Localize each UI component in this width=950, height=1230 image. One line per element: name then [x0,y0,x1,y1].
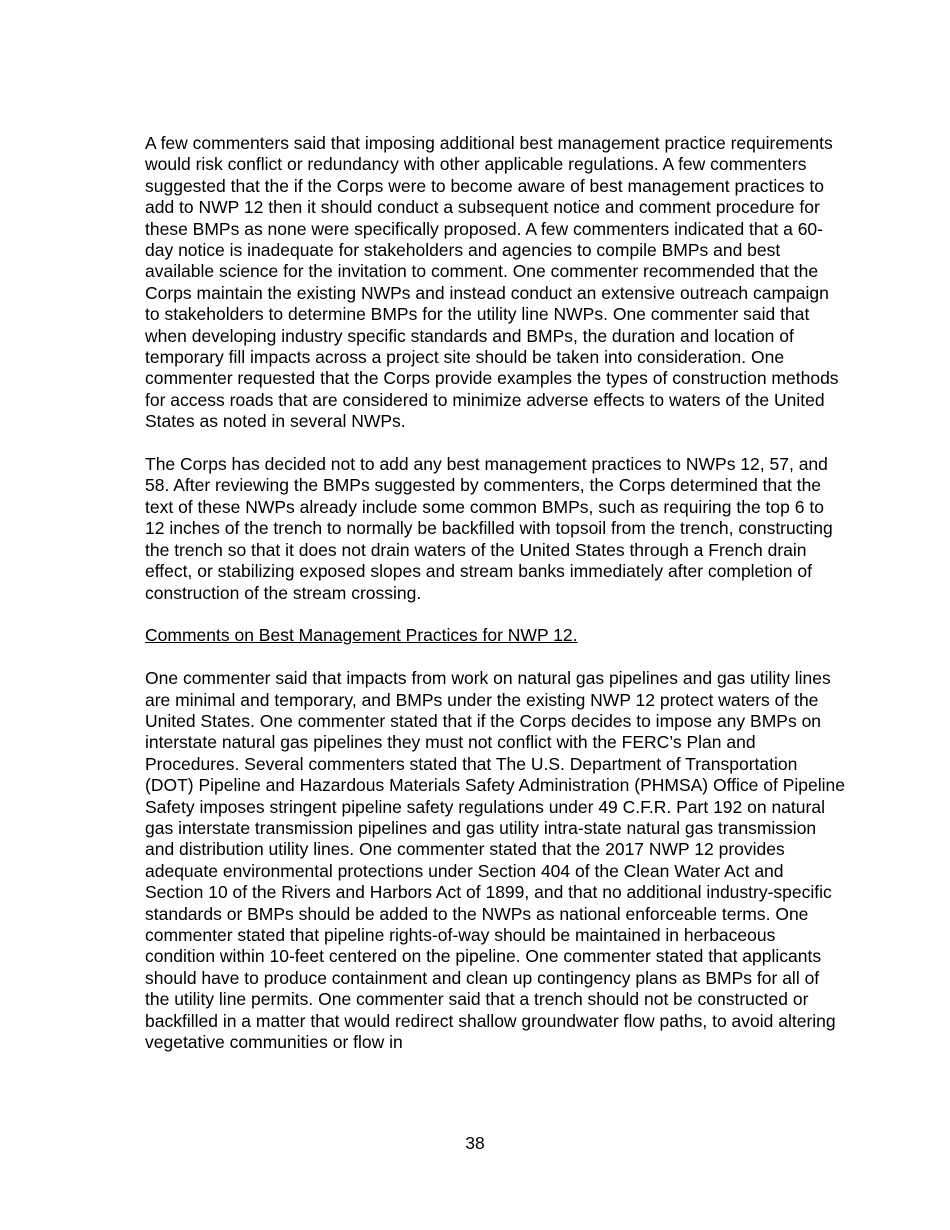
paragraph-spacer [145,604,845,625]
paragraph-corps-decision: The Corps has decided not to add any best management practices to NWPs 12, 57, and 58. After reviewing the BMPs suggested by commenters, the Corps determined that the text of these NWPs already include some common BMPs, such as requiring the top 6 to 12 inches of the trench to normally be backfilled with topsoil from the trench, constructing the trench so that it does not drain waters of the United States through a French drain effect, or stabilizing exposed slopes and stream banks immediately after completion of construction of the stream crossing. [145,454,833,603]
paragraph-spacer [145,433,845,454]
page-number: 38 [465,1133,485,1153]
paragraph-commenters-bmp-concerns: A few commenters said that imposing additional best management practice requirements would risk conflict or redundancy with other applicable regulations. A few commenters suggested that the if the Corps were to become aware of best management practices to add to NWP 12 then it should conduct a subsequent notice and comment procedure for these BMPs as none were specifically proposed. A few commenters indicated that a 60-day notice is inadequate for stakeholders and agencies to compile BMPs and best available science for the invitation to comment. One commenter recommended that the Corps maintain the existing NWPs and instead conduct an extensive outreach campaign to stakeholders to determine BMPs for the utility line NWPs. One commenter said that when developing industry specific standards and BMPs, the duration and location of temporary fill impacts across a project site should be taken into consideration. One commenter requested that the Corps provide examples the types of construction methods for access roads that are considered to minimize adverse effects to waters of the United States as noted in several NWPs. [145,133,839,432]
section-heading: Comments on Best Management Practices for NWP 12. [145,625,578,646]
document-body [145,133,845,1053]
paragraph-nwp12-comments: One commenter said that impacts from work on natural gas pipelines and gas utility lines are minimal and temporary, and BMPs under the existing NWP 12 protect waters of the United States. One commenter stated that if the Corps decides to impose any BMPs on interstate natural gas pipelines they must not conflict with the FERC’s Plan and Procedures. Several commenters stated that The U.S. Department of Transportation (DOT) Pipeline and Hazardous Materials Safety Administration (PHMSA) Office of Pipeline Safety imposes stringent pipeline safety regulations under 49 C.F.R. Part 192 on natural gas interstate transmission pipelines and gas utility intra-state natural gas transmission and distribution utility lines. One commenter stated that the 2017 NWP 12 provides adequate environmental protections under Section 404 of the Clean Water Act and Section 10 of the Rivers and Harbors Act of 1899, and that no additional industry-specific standards or BMPs should be added to the NWPs as national enforceable terms. One commenter stated that pipeline rights-of-way should be maintained in herbaceous condition within 10-feet centered on the pipeline. One commenter stated that applicants should have to produce containment and clean up contingency plans as BMPs for all of the utility line permits. One commenter said that a trench should not be constructed or backfilled in a matter that would redirect shallow groundwater flow paths, to avoid altering vegetative communities or flow in [145,668,845,1053]
paragraph-spacer [145,647,845,668]
